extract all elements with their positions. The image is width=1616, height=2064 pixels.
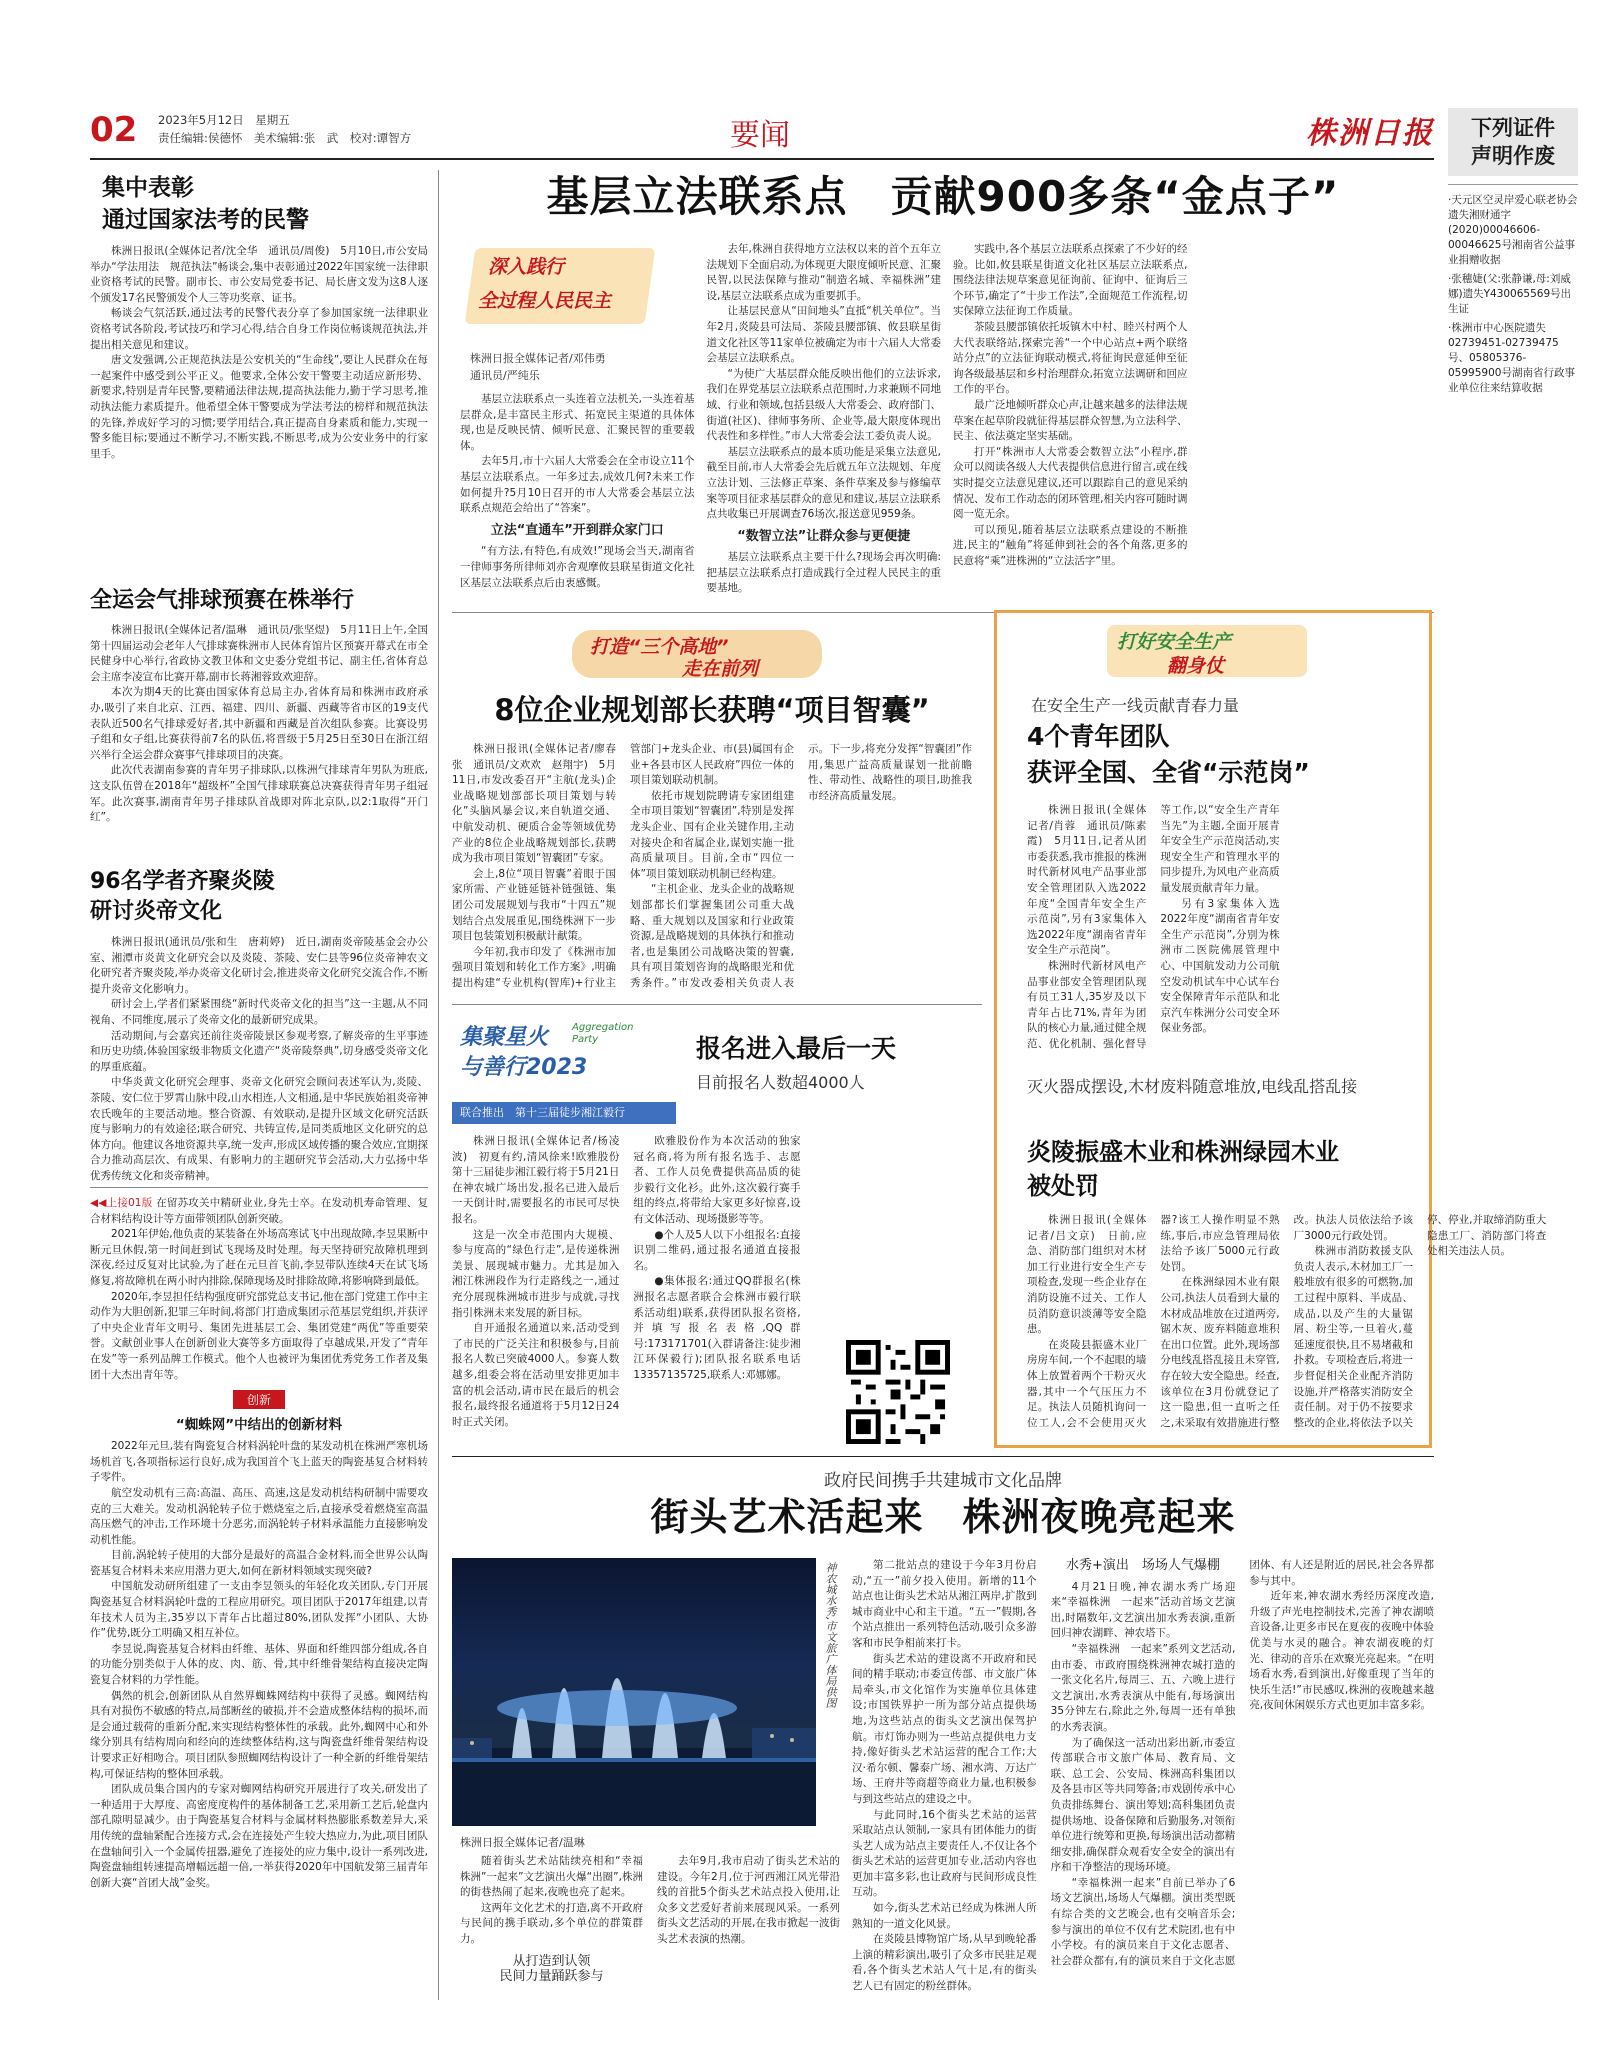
sub-headline: “数智立法”让群众参与更便捷 [737, 528, 911, 544]
paragraph: “幸福株洲一起来”自前已举办了6场文艺演出,场场人气爆棚。演出类型既有综合类的文艺晚会,也有交响音乐会;参与演出的单位不仅有艺术院团,也有中小学校。有的演员来自于文化志愿者、社会群众都有,有的演员来自于文化志愿团体、有人还是附近的居民,社会各界都参与其中。 [1050, 1559, 1434, 1967]
paragraph: 今年初,我市印发了《株洲市加强项目策划和转化工作方案》,明确提出构建“专业机构(智库)+行业主管部门+龙头企业、市(县)属国有企业+各县市区人民政府”四位一体的项目策划联动机制。 [452, 743, 794, 989]
hiking-promo [452, 1010, 982, 1450]
paragraph: 研讨会上,学者们紧紧围绕“新时代炎帝文化的担当”这一主题,从不同视角、不同维度,展示了炎帝文化的最新研究成果。 [90, 998, 428, 1026]
paragraph: 2021年伊始,他负责的某装备在外场高寒试飞中出现故障,李昱果断中断元旦休假,第一时间赶到试飞现场及时处理。每天坚持研究故障机理到深夜,经过反复对比试验,为了赶在元旦首飞前,李昱带队连续4天在试飞场修复,将故障机在两小时内排除,保障现场及时排除故障,将影响降到最低。 [90, 1228, 428, 1287]
issue-date: 2023年5月12日 星期五 [158, 113, 290, 127]
side-notice [1448, 108, 1578, 396]
strip-text: 联合推出 第十三届徒步湘江毅行 [460, 1106, 625, 1119]
promo-strip [452, 1102, 676, 1124]
continue-label: ◀◀上接01版 [90, 1197, 153, 1209]
paragraph: 株洲日报讯(全媒体记者/杨凌波) 初夏有约,清风徐来!欧雅股份第十三届徒步湘江毅行将于5月21日在神农城广场出发,报名已进入最后一天倒计时,需要报名的市民可尽快报名。 [452, 1135, 620, 1225]
paragraph: 打开“株洲市人大常委会数智立法”小程序,群众可以阅读各级人大代表提供信息进行留言,或在线实时提交立法意见建议,还可以跟踪自己的意见采纳情况、发布工作动态的闭环管理,相关内容可随时调阅一览无余。 [953, 445, 1188, 521]
notice-item: ·天元区空灵岸爱心联老协会遗失湘财通字(2020)00046606-00046625号湘南省公益事业捐赠收据 [1448, 194, 1578, 266]
article-police-exam [90, 172, 428, 577]
article-body [90, 1439, 428, 1891]
column-spacer [460, 242, 695, 392]
paragraph: 近年来,神农湖水秀经历深度改造,升级了声光电控制技术,完善了神农湖喷音设备,让更多市民在夏夜的夜晚中体验优美与水灵的融合。神农湖夜晚的灯光、律动的音乐在欢聚光亮起来。“在明场看水秀,看到演出,好像重现了当年的快乐生活!”市民感叹,株洲的夜晚越来越亮,夜间休闲娱乐方式也更加丰富多彩。 [1249, 1590, 1434, 1712]
qr-code[interactable] [846, 1340, 950, 1444]
paragraph: 中国航发动研所组建了一支由李昱领头的年轻化攻关团队,专门开展陶瓷基复合材料涡轮叶盘的工程应用研究。项目团队于2017年组建,以青年技术人员为主,35岁以下青年占比超过80%,团队发挥“小团队、大协作”优势,既分工明确又相互补位。 [90, 1580, 428, 1640]
headline: 8位企业规划部长获聘“项目智囊” [494, 693, 930, 727]
paragraph: 基层立法联系点主要干什么?现场会再次明确:把基层立法联系点打造成践行全过程人民民主的重要基地。 [706, 551, 941, 595]
paragraph: 4月21日晚,神农湖水秀广场迎来“幸福株洲 一起来”活动首场文艺演出,时隔数年,文艺演出加水秀表演,重新回归神农湖畔、神农塔下。 [1050, 1580, 1236, 1640]
headline: 报名进入最后一天 [696, 1034, 897, 1063]
paragraph: ●集体报名:通过QQ群报名(株洲报名志愿者联合会株洲市毅行联系活动组)联系,获得团队报名资格,并填写报名表格,QQ群号:173171701(入群请备注:徒步湘江环保毅行);团队报名联系电话13357135725,联系人:邓娜娜。 [633, 1275, 801, 1381]
paragraph: 让基层民意从“田间地头”直抵“机关单位”。当年2月,炎陵县可法局、茶陵县腰部镇、攸县联星街道文化社区等11家单位被确定为市十六届人大常委会基层立法联系点。 [706, 305, 941, 365]
paragraph: 株洲日报讯(全媒体记者/肖蓉 通讯员/陈素霞) 5月11日,记者从团市委获悉,我市推报的株洲时代新材风电产品事业部安全管理团队入选2022年度“全国青年安全生产示范岗”,另有3家集体入选2022年度“湖南省青年安全生产示范岗”。 [1027, 804, 1147, 957]
banner-line1: 打造“三个高地” [590, 636, 729, 658]
byline-line: 通讯员/严纯乐 [470, 369, 540, 382]
paragraph: 与此同时,16个街头艺术站的运营采取站点认领制,一家具有团体能力的街头艺人成为站点主要责任人,不仅让各个街头艺术站的运营更加专业,活动内容也更加丰富多彩,也让政府与民间形成良性互动。 [852, 1808, 1037, 1899]
paragraph: 中华炎黄文化研究会理事、炎帝文化研究会顾问表述军认为,炎陵、茶陵、安仁位于罗霄山脉中段,山水相连,人文相通,是中华民族始祖炎帝神农氏晚年的主要活动地。整合资源、有效联动,是提升区域文化研究活跃度与影响力的有效途径;联合研究、共铸宣传,是同类质地区文化研究的总体方向。他建议各地资源共享,统一发声,形成区域传播的聚合效应,宜期探合力推动高层次、有成果、有影响力的主题研究节会活动,大力弘扬中华优秀传统文化和炎帝精神。 [90, 1076, 428, 1182]
article-volleyball [90, 585, 428, 855]
notice-title-line1: 下列证件 [1471, 116, 1555, 140]
article-body [1027, 803, 1413, 1063]
banner-line2: 全过程人民民主 [478, 290, 612, 312]
paragraph: 基层立法联系点的最本质功能是采集立法意见,截至目前,市人大常委会先后就五年立法规划、年度立法计划、三法修正草案、条件草案及参与修编草案等项目征求基层群众的意见和建议,基层立法联系点共收集已开展调查76场次,报送意见959条。 [706, 445, 941, 521]
section-divider [452, 1004, 982, 1005]
notice-title-line2: 声明作废 [1471, 144, 1555, 168]
paragraph: 唐文发强调,公正规范执法是公安机关的“生命线”,要让人民群众在每一起案件中感受到公平正义。他要求,全体公安干警要主动适应新形势、新要求,特别是青年民警,要精通法律法规,提高执法能力,勤于学习思考,推动执法能力素质提升。他希望全体干警要成为学法考法的榜样和规范执法的先锋,养成好学习的习惯;要学用结合,真正提高自身素质和能力,实现一警多能目标;要通过不断学习,不断实践,不断思考,成为公安业务中的行家里手。 [90, 354, 428, 460]
paragraph: ●个人及5人以下小组报名:直接识别二维码,通过报名通道直接报名。 [633, 1228, 801, 1272]
paragraph: 株洲日报讯(通讯员/张和生 唐莉婷) 近日,湖南炎帝陵基金会办公室、湘潭市炎黄文化研究会以及炎陵、茶陵、安仁县等96位炎帝神农文化研究者齐聚炎陵,举办炎帝文化研讨会,推进炎帝文化研究交流合作,不断提升炎帝文化影响力。 [90, 936, 428, 995]
article-continued [90, 1196, 428, 1996]
sub-headline-line: 从打造到认领 [512, 1953, 591, 1969]
topic-banner [1107, 621, 1307, 681]
headline: 研讨炎帝文化 [90, 899, 223, 924]
paragraph: 如今,街头艺术站已经成为株洲人所熟知的一道文化风景。 [852, 1902, 1037, 1930]
notice-title-box [1448, 108, 1578, 176]
paragraph: 街头艺术站的建设离不开政府和民间的精手联动;市委宣传部、市文旅广体局牵头,市文化馆作为实施单位具体建设;市国铁界护一所为部分站点提供场地,为这些站点的街头文艺演出保驾护航。市灯饰办则为一些站点提供电力支持,像好街头艺术站运营的配合工作;大汉·希尔顿、馨泰广场、湘水湾、万达广场、王府井等商超等商业力量,也积极参与到这些站点的建设之中。 [852, 1652, 1037, 1805]
paragraph: 这是一次全市范围内大规模、参与度高的“绿色行走”,是传递株洲美景、展现城市魅力。尤其是加入湘江株洲段作为行走路线之一,通过充分展现株洲城市进步与成就,寻找指引株洲未来发展的新目标。 [452, 1228, 620, 1319]
kicker: 在安全生产一线贡献青春力量 [1031, 696, 1240, 715]
paragraph: 可以预见,随着基层立法联系点建设的不断推进,民主的“触角”将延伸到社会的各个角落,更多的民意将“乘”进株洲的“立法活字”里。 [953, 523, 1188, 567]
paragraph: 实践中,各个基层立法联系点探索了不少好的经验。比如,攸县联星街道文化社区基层立法联系点,围绕法律法规草案意见征询前、征询中、征询后三个环节,确定了“十步工作法”,全面规范工作流程,切实保障立法征询工作质量。 [953, 243, 1188, 318]
headline: 全运会气排球预赛在株举行 [90, 588, 355, 613]
paragraph: 2022年元旦,装有陶瓷复合材料涡轮叶盘的某发动机在株洲严寒机场场机首飞,各项指标运行良好,成为我国首个飞上蓝天的陶瓷基复合材料转子零件。 [90, 1440, 428, 1484]
paragraph: “主机企业、龙头企业的战略规划部都长们掌握集团公司重大战略、重大规划以及国家和行业政策资源,是战略规划的具体执行和推动者,也是集团公司战略决策的智囊,具有项目策划咨询的战略眼光和优秀条件。”市发改委相关负责人表示。下一步,将充分发挥“智囊团”作用,集思广益高质量谋划一批前瞻性、带动性、战略性的项目,助推我市经济高质量发展。 [630, 743, 972, 989]
paragraph: 活动期间,与会嘉宾还前往炎帝陵景区参观考察,了解炎帝的生平事迹和历史功绩,体验国家级非物质文化遗产“炎帝陵祭典”,切身感受炎帝文化的厚重底蕴。 [90, 1029, 428, 1073]
paragraph: 株洲日报讯(全媒体记者/吕文京) 日前,应急、消防部门组织对木材加工行业进行安全生产专项检查,发现一些企业存在消防设施不过关、工作人员消防意识淡薄等安全隐患。 [1027, 1214, 1147, 1336]
section-divider [452, 1456, 1434, 1457]
paragraph: 最广泛地倾听群众心声,让越来越多的法律法规草案在起草阶段就征得基层群众智慧,为立法科学、民主、依法奠定坚实基础。 [953, 398, 1188, 443]
headline: 4个青年团队 [1027, 722, 1170, 751]
paragraph: 去年9月,我市启动了街头艺术站的建设。今年2月,位于河西湘江风光带沿线的首批5个街头艺术站点投入使用,让众多文艺爱好者前来展现风采。一系列街头文艺活动的开展,在我市掀起一波街头艺术表演的热潮。 [657, 1855, 840, 1945]
paragraph: 第二批站点的建设于今年3月份启动,“五一”前夕投入使用。新增的11个站点也让街头艺术站从湘江两岸,扩散到城市商业中心和主干道。“五一”假期,各个站点推出一系列特色活动,吸引众多游客和市民争相前来打卡。 [852, 1559, 1037, 1649]
paragraph: 株洲日报讯(全媒体记者/廖春张 通讯员/文欢欢 赵翔宇) 5月11日,市发改委召开“主航(龙头)企业战略规划部部长项目策划与转化”头脑风暴会议,来自轨道交通、中航发动机、硬质合金等领域优势产业的8位企业战略规划部长,获聘成为我市项目策划“智囊团”专家。 [452, 743, 616, 865]
logo-line1: 集聚星火 [460, 1025, 549, 1050]
paragraph: 自开通报名通道以来,活动受到了市民的广泛关注和积极参与,目前报名人数已突破4000人。参赛人数越多,组委会将在活动里安排更加丰富的机会活动,请市民在最后的机会报名,最终报名通道将于5月12日24时正式关闭。 [452, 1322, 620, 1428]
sub-headline [460, 1954, 643, 1985]
sub-headline-line: 民间力量踊跃参与 [499, 1969, 604, 1985]
sub-kicker: 灭火器成摆设,木材废料随意堆放,电线乱搭乱接 [1027, 1077, 1358, 1096]
paragraph: 李昱说,陶瓷基复合材料由纤维、基体、界面和纤维四部分组成,各自的功能分别类似于人体的皮、肉、筋、骨,其中纤维骨架结构直接决定陶瓷复合材料的力学性能。 [90, 1642, 428, 1687]
byline: 株洲日报全媒体记者/温琳 [460, 1836, 585, 1849]
topic-banner [572, 626, 832, 682]
promo-logo [460, 1020, 670, 1100]
page-header [90, 108, 1434, 154]
paragraph: 这两年文化艺术的打造,离不开政府与民间的携手联动,多个单位的群策群力。 [460, 1901, 643, 1945]
headline: 炎陵振盛木业和株洲绿园木业 [1027, 1138, 1339, 1166]
paragraph: 茶陵县腰部镇依托坂镇木中村、睦兴村两个人大代表联络站,探索完善“一个中心站点+两个联络站分点”的立法征询联动模式,将征询民意延伸至征询各级最基层和乡村治理群众,拓宽立法调研和回应工作的平台。 [953, 320, 1188, 396]
paragraph: 偶然的机会,创新团队从自然界蜘蛛网结构中获得了灵感。蜘网结构具有对损伤不敏感的特点,局部断丝的破损,并不会造成整体结构的损坏,而是会通过载荷的重新分配,来实现结构整体性的承载。此外,蜘网中心和外缘分别具有结构周向和经向的连续整体结构,这与陶瓷盘纤维骨架结构设计要求正好相吻合。项目团队参照蜘网结构设计了一种全新的纤维骨架结构,可保证结构的整体回承载。 [90, 1689, 428, 1780]
headline: 通过国家法考的民警 [102, 207, 309, 233]
paragraph: 2020年,李昱担任结构强度研究部党总支书记,他在部门党建工作中主动作为大胆创新,犯罪三年时间,将部门打造成集团示范基层党组织,并获评了中央企业青年文明号、集团先进基层工会、集团党建“两优”等重要荣誉。文献创业事人在创新创业大赛等多方面取得了卓越成果,开发了“青年在发”等一系列品牌工作模式。他个人也被评为集团优秀党务工作者及集团十大杰出青年等。 [90, 1290, 428, 1381]
editors-line: 责任编辑:侯德怀 美术编辑:张 武 校对:谭智方 [158, 131, 412, 145]
qr-code-graphic [846, 1340, 950, 1444]
photo-caption: 神农城水秀,市文旅广体局供图 [824, 1562, 837, 1709]
paragraph: “为使广大基层群众能反映出他们的立法诉求,我们在界党基层立法联系点范围时,力求兼顾不同地域、行业和领域,包括县级人大常委会、政府部门、街道(社区)、律师事务所、企业等,最大限度体现出代表性和多样性。”市人大常委会法工委负责人说。 [706, 367, 941, 443]
paragraph: 株洲日报讯(全媒体记者/沈全华 通讯员/周俊) 5月10日,市公安局举办“学法用法 规范执法”畅谈会,集中表彰通过2022年国家统一法律职业资格考试的民警。副市长、市公安局党委书记、局长唐文发为这8人逐个颁发17名民警颁发个人三等功奖章、证书。 [90, 245, 428, 304]
paragraph: 在株洲绿园木业有限公司,执法人员看到大量的木材成品堆放在过道两旁,锯木灰、废弃料随意堆积在出口位置。此外,现场部分电线乱搭乱接且未穿管,存在较大安全隐患。经查,该单位在3月份就登记了这一隐患,但一直听之任之,未采取有效措施进行整改。执法人员依法给予该厂3000元行政处罚。 [1160, 1214, 1413, 1429]
paragraph: “有方法,有特色,有成效!”现场会当天,湖南省一律师事务所律师刘亦舍观摩攸县联星街道文化社区基层立法联系点后由衷感慨。 [460, 545, 695, 589]
top-story [452, 170, 1434, 610]
article-body [452, 742, 972, 1000]
headline: 96名学者齐聚炎陵 [90, 869, 275, 894]
page-number: 02 [90, 110, 138, 150]
banner-line2: 翻身仗 [1167, 655, 1225, 677]
section-name: 要闻 [730, 118, 790, 153]
paragraph: 此次代表湖南参赛的青年男子排球队,以株洲气排球青年男队为班底,这支队伍曾在2018年“超级杯”全国气排球联赛总决赛获得青年男子组冠军。此次赛事,湖南青年男子排球队首战即对阵北京队,以2:1取得“开门红”。 [90, 764, 428, 824]
paragraph: 会上,8位“项目智囊”着眼于国家所需、产业链延链补链强链、集团公司发展规划与我市“十四五”规划结合点发展重见,围绕株洲下一步项目包装策划积极献计献策。 [452, 867, 616, 943]
paragraph: 畅谈会气氛活跃,通过法考的民警代表分享了参加国家统一法律职业资格考试各阶段,考试技巧和学习心得,结合自身工作岗位畅谈规范执法,并提出相关意见和建议。 [90, 307, 428, 351]
headline: 基层立法联系点 贡献900多条“金点子” [546, 172, 1340, 221]
bottom-story [452, 1462, 1434, 2002]
column-divider [438, 170, 439, 2000]
header-rule [90, 158, 1434, 160]
sub-headline: “蜘蛛网”中结出的创新材料 [175, 1417, 343, 1434]
subheadline: 目前报名人数超4000人 [696, 1073, 865, 1092]
byline-line: 株洲日报全媒体记者/邓伟勇 [470, 352, 606, 365]
paragraph: 株洲市消防救援支队负责人表示,木材加工厂一般堆放有很多的可燃物,加工过程中原料、半成品、成品,以及产生的大量锯屑、粉尘等,一旦着火,蔓延速度很快,且不易堵截和扑救。专项检查后,将进一步督促相关企业配齐消防设施,并严格落实消防安全责任制。对于仍不按要求整改的企业,将依法予以关停、停业,并取缔消防重大隐患工厂、消防部门将查处相关违法人员。 [1293, 1214, 1547, 1429]
logo-english: Aggregation Party [572, 1022, 634, 1045]
banner-line1: 打好安全生产 [1117, 631, 1232, 653]
enterprise-story [452, 620, 982, 1000]
article-body [1027, 1213, 1547, 1439]
paragraph: 本次为期4天的比赛由国家体育总局主办,省体育局和株洲市政府承办,吸引了来自北京、江西、福建、四川、新疆、西藏等省市区的19支代表队近500名气排球爱好者,其中新疆和西藏是首次组队参赛。比赛设男子组和女子组,比赛获得前7名的队伍,将晋级于5月25日至30日在浙江绍兴举行全运会群众赛事气排球项目的决赛。 [90, 686, 428, 761]
paragraph [90, 1196, 428, 1227]
paragraph: 在炎陵县振盛木业厂房房车间,一个不起眼的墙体上放置着两个干粉灭火器,其中一个气压压力不足。执法人员随机询问一位工人,会不会使用灭火器?该工人操作明显不熟练,事后,市应急管理局依法给予该厂5000元行政处罚。 [1027, 1214, 1280, 1429]
banner-line1: 深入践行 [488, 256, 565, 278]
tag-label: 创新 [233, 1390, 285, 1409]
article-body [90, 935, 428, 1185]
paragraph-text: 在留苏攻关中精研业业,身先士卒。在发动机寿命管理、复合材料结构设计等方面带领团队创新突破。 [90, 1197, 429, 1225]
paragraph: 在炎陵县博物馆广场,从早到晚轮番上演的精彩演出,吸引了众多市民驻足观看,各个街头艺术站人气十足,有的街头艺人已有固定的粉丝群体。 [852, 1933, 1037, 1993]
paragraph: 随着街头艺术站陆续亮相和“幸福株洲”一起来”文艺演出火爆“出圈”,株洲的街巷热闹了起来,夜晚也亮了起来。 [460, 1855, 643, 1899]
left-column [90, 172, 428, 1337]
paragraph: 团队成员集合国内的专家对蜘网结构研究开展进行了攻关,研发出了一种适用于大厚度、高密度度构件的基体制备工艺,采用新工艺后,轮盘内部孔隙明显减少。由于陶瓷基复合材料与金属材料热膨胀系数差异大,采用传统的盘轴紧配合连接方式,会在连接处产生较大热应力,为此,项目团队在盘轴间引入一个金属传扭器,避免了连接处的应力集中,设计一系列改进,陶瓷盘轴组转速提高增幅远超一倍,一举获得2020年中国航发第三届青年创新大赛“首团大战”金奖。 [90, 1783, 428, 1889]
paragraph: 株洲时代新材风电产品事业部安全管理团队现有员工31人,35岁及以下青年占比71%,青年为团队的核心力量,通过健全规范、优化机制、强化督导等工作,以“安全生产青年当先”为主题,全面开展青年安全生产示范岗活动,实现安全生产和管理水平的同步提升,为风电产业高质量发展贡献青年力量。 [1027, 804, 1280, 1050]
paragraph: 航空发动机有三高:高温、高压、高速,这是发动机结构研制中需要攻克的三大难关。发动机涡轮转子位于燃烧室之后,直接承受着燃烧室高温高压燃气的冲击,工作环境十分恶劣,而涡轮转子材料承温能力直接影响发动机性能。 [90, 1486, 428, 1546]
photo-graphic [452, 1558, 816, 1826]
logo-line2: 与善行2023 [460, 1055, 588, 1080]
paragraph: 基层立法联系点一头连着立法机关,一头连着基层群众,是丰富民主形式、拓宽民主渠道的具体体现,也是反映民情、倾听民意、汇聚民智的重要载体。 [460, 393, 695, 452]
paragraph: “幸福株洲 一起来”系列文艺活动,由市委、市政府围绕株洲神农城打造的一张文化名片,每周三、五、六晚上进行文艺演出,水秀表演从中能有,每场演出35分钟左右,除此之外,每周一还有单独的水秀表演。 [1050, 1642, 1236, 1733]
masthead-logo: 株洲日报 [1306, 116, 1434, 151]
headline: 被处罚 [1027, 1172, 1099, 1200]
paragraph: 目前,涡轮转子使用的大部分是最好的高温合金材料,而全世界公认陶瓷基复合材料未来应用潜力更大,如何在新材料领域实现突破? [90, 1549, 428, 1577]
notice-item: ·张穗婕(父:张静谦,母:刘威娜)遗失Y430065569号出生证 [1448, 273, 1572, 315]
banner-line2: 走在前列 [682, 658, 759, 680]
paragraph: 另有3家集体入选2022年度“湖南省青年安全生产示范岗”,分别为株洲市二医院佛展管理中心、中国航发动力公司航空发动机试车中心试车台安全保障青年示范队和北京汽车株洲分公司安全环保业务部。 [1160, 897, 1280, 1035]
sub-headline: 水秀+演出 场场人气爆棚 [1066, 1558, 1220, 1573]
notice-item: ·株洲市中心医院遗失02739451-02739475号、05805376-05995900号湖南省行政事业单位往来结算收据 [1448, 322, 1575, 394]
section-tag [90, 1389, 428, 1409]
fountain-photo [452, 1558, 816, 1826]
headline: 集中表彰 [102, 175, 194, 201]
headline: 获评全国、全省“示范岗” [1027, 758, 1310, 787]
paragraph: 欧雅股份作为本次活动的独家冠名商,将为所有报名选手、志愿者、工作人员免费提供高品质的徒步毅行文化衫。此外,这次毅行赛手组的终点,将带给大家更多好惊喜,设有文体活动、现场摄影等等。 [633, 1135, 801, 1225]
paragraph: 去年,株洲自获得地方立法权以来的首个五年立法规划下全面启动,为体现更大限度倾听民意、汇聚民智,以民法保障与推动“制造名城、幸福株洲”建设,基层立法联系点成为重要抓手。 [706, 243, 941, 302]
article-body [90, 244, 428, 462]
paragraph: 去年5月,市十六届人大常委会在全市设立11个基层立法联系点。一年多过去,成效几何?未来工作如何提升?5月10日召开的市人大常委会基层立法联系点规范会给出了“答案”。 [460, 455, 695, 515]
safety-box [994, 610, 1547, 1448]
paragraph: 株洲日报讯(全媒体记者/温琳 通讯员/张坚煜) 5月11日上午,全国第十四届运动会老年人气排球赛株洲市人民体育馆片区预赛开幕式在市全民健身中心举行,省政协文教卫体和文史委分党组书记、副主任,省体育总会主席李凌宣布比赛开幕,副市长蒋湘蓉致欢迎辞。 [90, 624, 428, 683]
top-story-body [460, 242, 1434, 610]
article-body [460, 1854, 840, 2000]
paragraph: 为了确保这一活动出彩出新,市委宣传部联合市文旅广体局、教育局、文联、总工会、公安局、株洲高科集团以及各县市区等共同筹备;市戏剧传承中心负责排练舞台、演出筹划;高科集团负责提供场地、设备保障和后勤服务,对领衔单位进行统筹和更换,每场演出活动都精细安排,确保群众观看安全安全的演出有序和干净整洁的现场环境。 [1050, 1736, 1236, 1874]
paragraph: 依托市规划院聘请专家团组建全市项目策划“智囊团”,特别是发挥龙头企业、国有企业关键作用,主动对接央企和省属企业,谋划实施一批高质量项目。目前,全市“四位一体”项目策划联动机制已经构建。 [630, 789, 794, 880]
headline: 街头艺术活起来 株洲夜晚亮起来 [650, 1495, 1236, 1539]
sub-headline: 立法“直通车”开到群众家门口 [490, 522, 664, 538]
article-body [90, 623, 428, 826]
kicker: 政府民间携手共建城市文化品牌 [824, 1471, 1062, 1491]
article-body [852, 1558, 1434, 2000]
article-body [90, 1196, 428, 1383]
left-divider [90, 1187, 428, 1188]
